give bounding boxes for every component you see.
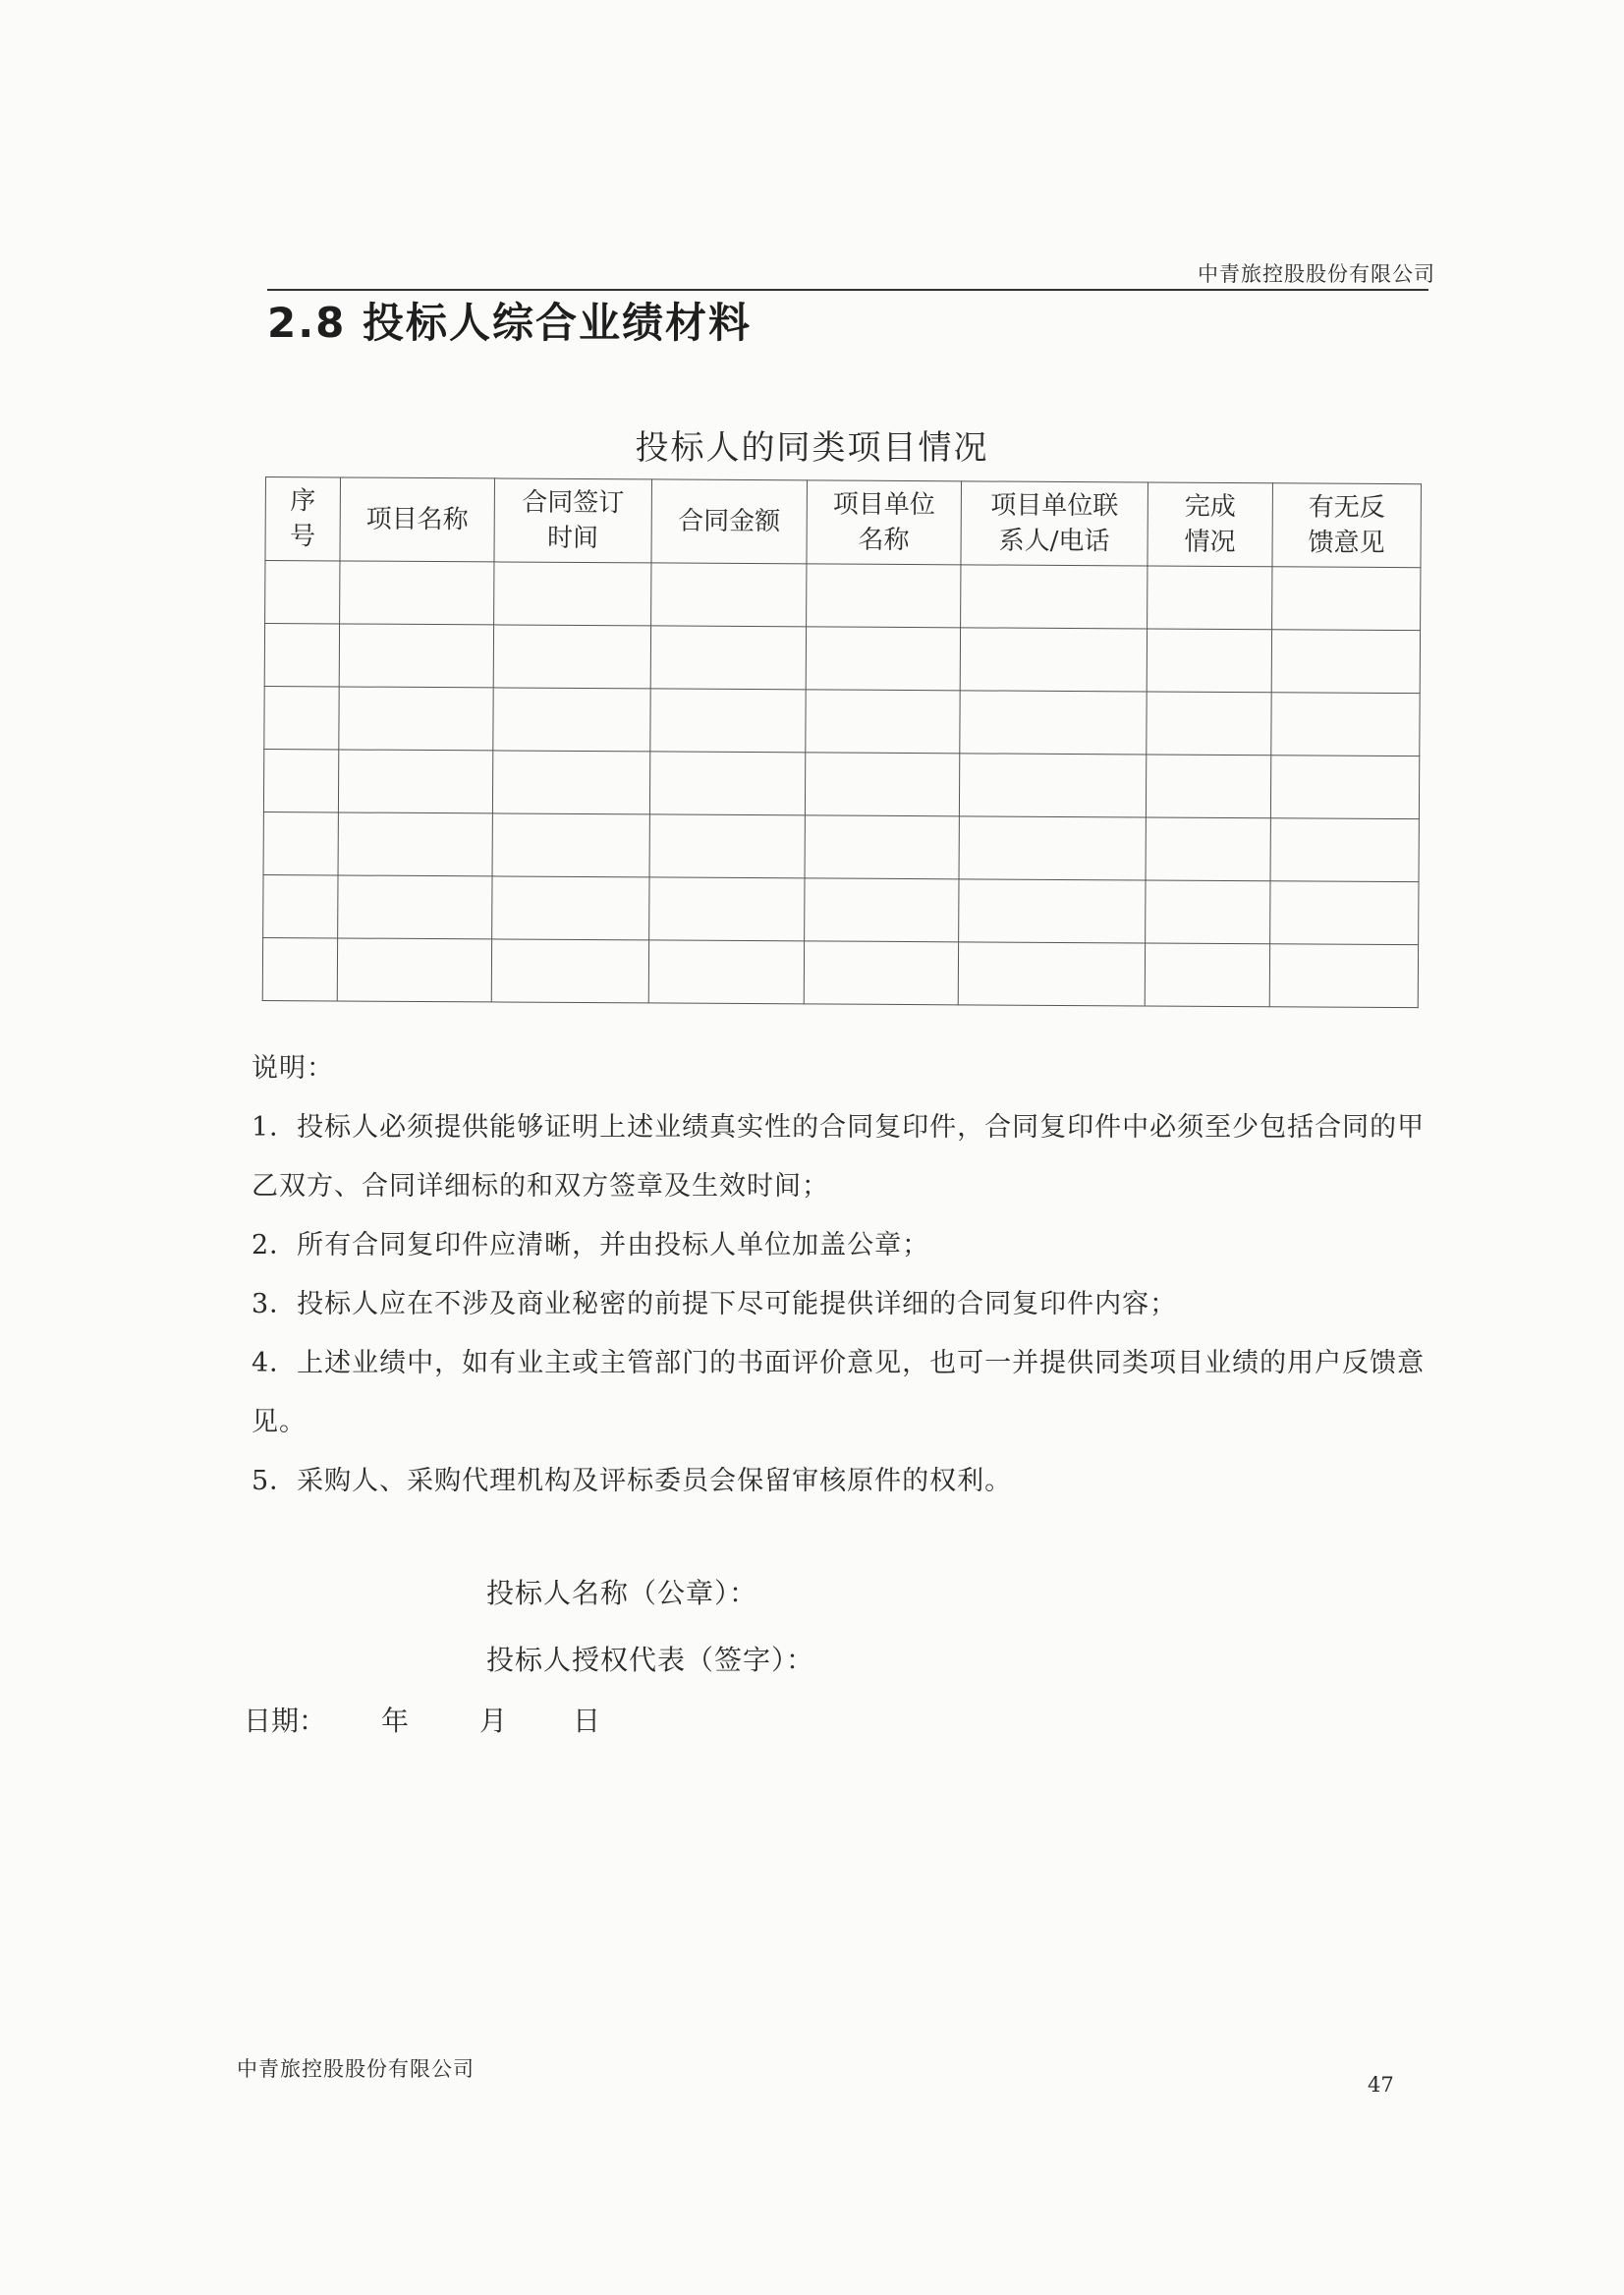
date-year: 年 xyxy=(381,1705,410,1737)
table-cell xyxy=(340,561,494,625)
note-item-1: 1．投标人必须提供能够证明上述业绩真实性的合同复印件，合同复印件中必须至少包括合同的甲乙双方、合同详细标的和双方签章及生效时间； xyxy=(252,1112,1426,1202)
col-header-feedback: 有无反 馈意见 xyxy=(1272,483,1422,568)
page-number: 47 xyxy=(1368,2073,1394,2097)
table-cell xyxy=(339,624,493,688)
table-cell xyxy=(651,563,807,627)
date-row xyxy=(244,1700,600,1739)
col-header-seq: 序 号 xyxy=(265,477,341,561)
table-cell xyxy=(805,815,959,879)
table-cell xyxy=(650,689,806,753)
footer-company-name: 中青旅控股股份有限公司 xyxy=(237,2057,475,2081)
table-cell xyxy=(262,937,337,1000)
table-cell xyxy=(1145,943,1269,1007)
table-cell xyxy=(805,753,959,816)
table-row xyxy=(264,624,1420,694)
table-row xyxy=(263,874,1419,944)
table-row xyxy=(264,686,1420,756)
table-cell xyxy=(806,627,960,691)
table-cell xyxy=(492,813,649,877)
table-cell xyxy=(338,812,492,876)
table-cell xyxy=(1271,693,1420,756)
table-cell xyxy=(648,940,804,1004)
table-cell xyxy=(958,942,1145,1006)
table-cell xyxy=(650,626,806,690)
date-day: 日 xyxy=(573,1705,601,1737)
notes-heading: 说明： xyxy=(252,1053,334,1084)
table-cell xyxy=(264,624,339,687)
table-cell xyxy=(1147,692,1271,756)
col-header-project-name: 项目名称 xyxy=(340,477,495,562)
table-body xyxy=(262,561,1421,1008)
table-cell xyxy=(263,874,338,937)
col-header-contract-amount: 合同金额 xyxy=(651,479,808,564)
table-cell xyxy=(959,879,1146,943)
note-item-2: 2．所有合同复印件应清晰，并由投标人单位加盖公章； xyxy=(252,1230,930,1260)
table-cell xyxy=(1272,567,1421,631)
table-cell xyxy=(960,628,1147,692)
table-row xyxy=(262,937,1418,1007)
table-header-row xyxy=(265,477,1421,568)
table-cell xyxy=(494,562,651,626)
table-cell xyxy=(1146,880,1270,944)
table-cell xyxy=(959,816,1146,880)
table-cell xyxy=(806,690,960,754)
table-cell xyxy=(1271,630,1420,694)
table-cell xyxy=(492,751,649,814)
table-cell xyxy=(959,754,1146,817)
table-cell xyxy=(1148,566,1272,630)
table-row xyxy=(265,561,1421,631)
table-cell xyxy=(492,876,649,940)
table-cell xyxy=(805,878,959,942)
table-row xyxy=(263,749,1419,818)
col-header-contract-date: 合同签订 时间 xyxy=(494,478,652,563)
table-cell xyxy=(1270,818,1419,882)
date-month: 月 xyxy=(479,1705,508,1737)
bidder-name-label: 投标人名称（公章）： xyxy=(486,1577,758,1609)
table-cell xyxy=(493,688,650,752)
table-cell xyxy=(649,877,805,941)
table-cell xyxy=(263,812,338,874)
header-company-name: 中青旅控股股份有限公司 xyxy=(1198,262,1435,286)
table-cell xyxy=(649,752,805,815)
note-item-3: 3．投标人应在不涉及商业秘密的前提下尽可能提供详细的合同复印件内容； xyxy=(252,1289,1178,1319)
table-cell xyxy=(960,691,1147,755)
representative-label: 投标人授权代表（签字）： xyxy=(486,1644,815,1676)
table-row xyxy=(263,812,1419,881)
date-label: 日期： xyxy=(244,1705,327,1737)
table-cell xyxy=(1270,756,1419,819)
table-cell xyxy=(264,686,339,749)
table-cell xyxy=(493,625,650,689)
table-title: 投标人的同类项目情况 xyxy=(635,428,989,468)
table-cell xyxy=(804,941,958,1005)
table-cell xyxy=(807,564,961,628)
projects-table xyxy=(262,476,1422,1008)
table-cell xyxy=(491,939,648,1003)
table-cell xyxy=(961,565,1148,629)
col-header-completion: 完成 情况 xyxy=(1148,482,1273,567)
notes-block xyxy=(252,1039,1430,1511)
col-header-client-name: 项目单位 名称 xyxy=(807,480,962,565)
section-title: 2.8 投标人综合业绩材料 xyxy=(267,299,753,347)
table-cell xyxy=(337,938,491,1002)
table-cell xyxy=(1270,881,1419,945)
table-cell xyxy=(338,875,492,939)
note-item-5: 5．采购人、采购代理机构及评标委员会保留审核原件的权利。 xyxy=(252,1466,1013,1496)
table-cell xyxy=(338,750,492,813)
table-cell xyxy=(339,687,493,751)
table-cell xyxy=(1146,755,1270,818)
table-cell xyxy=(265,561,340,624)
col-header-client-contact: 项目单位联 系人/电话 xyxy=(961,481,1148,566)
table-cell xyxy=(649,814,805,878)
table-cell xyxy=(1269,944,1418,1008)
table-cell xyxy=(263,749,338,812)
table-cell xyxy=(1146,817,1270,881)
note-item-4: 4．上述业绩中，如有业主或主管部门的书面评价意见，也可一并提供同类项目业绩的用户反馈意见。 xyxy=(252,1348,1426,1437)
table-cell xyxy=(1147,629,1271,693)
